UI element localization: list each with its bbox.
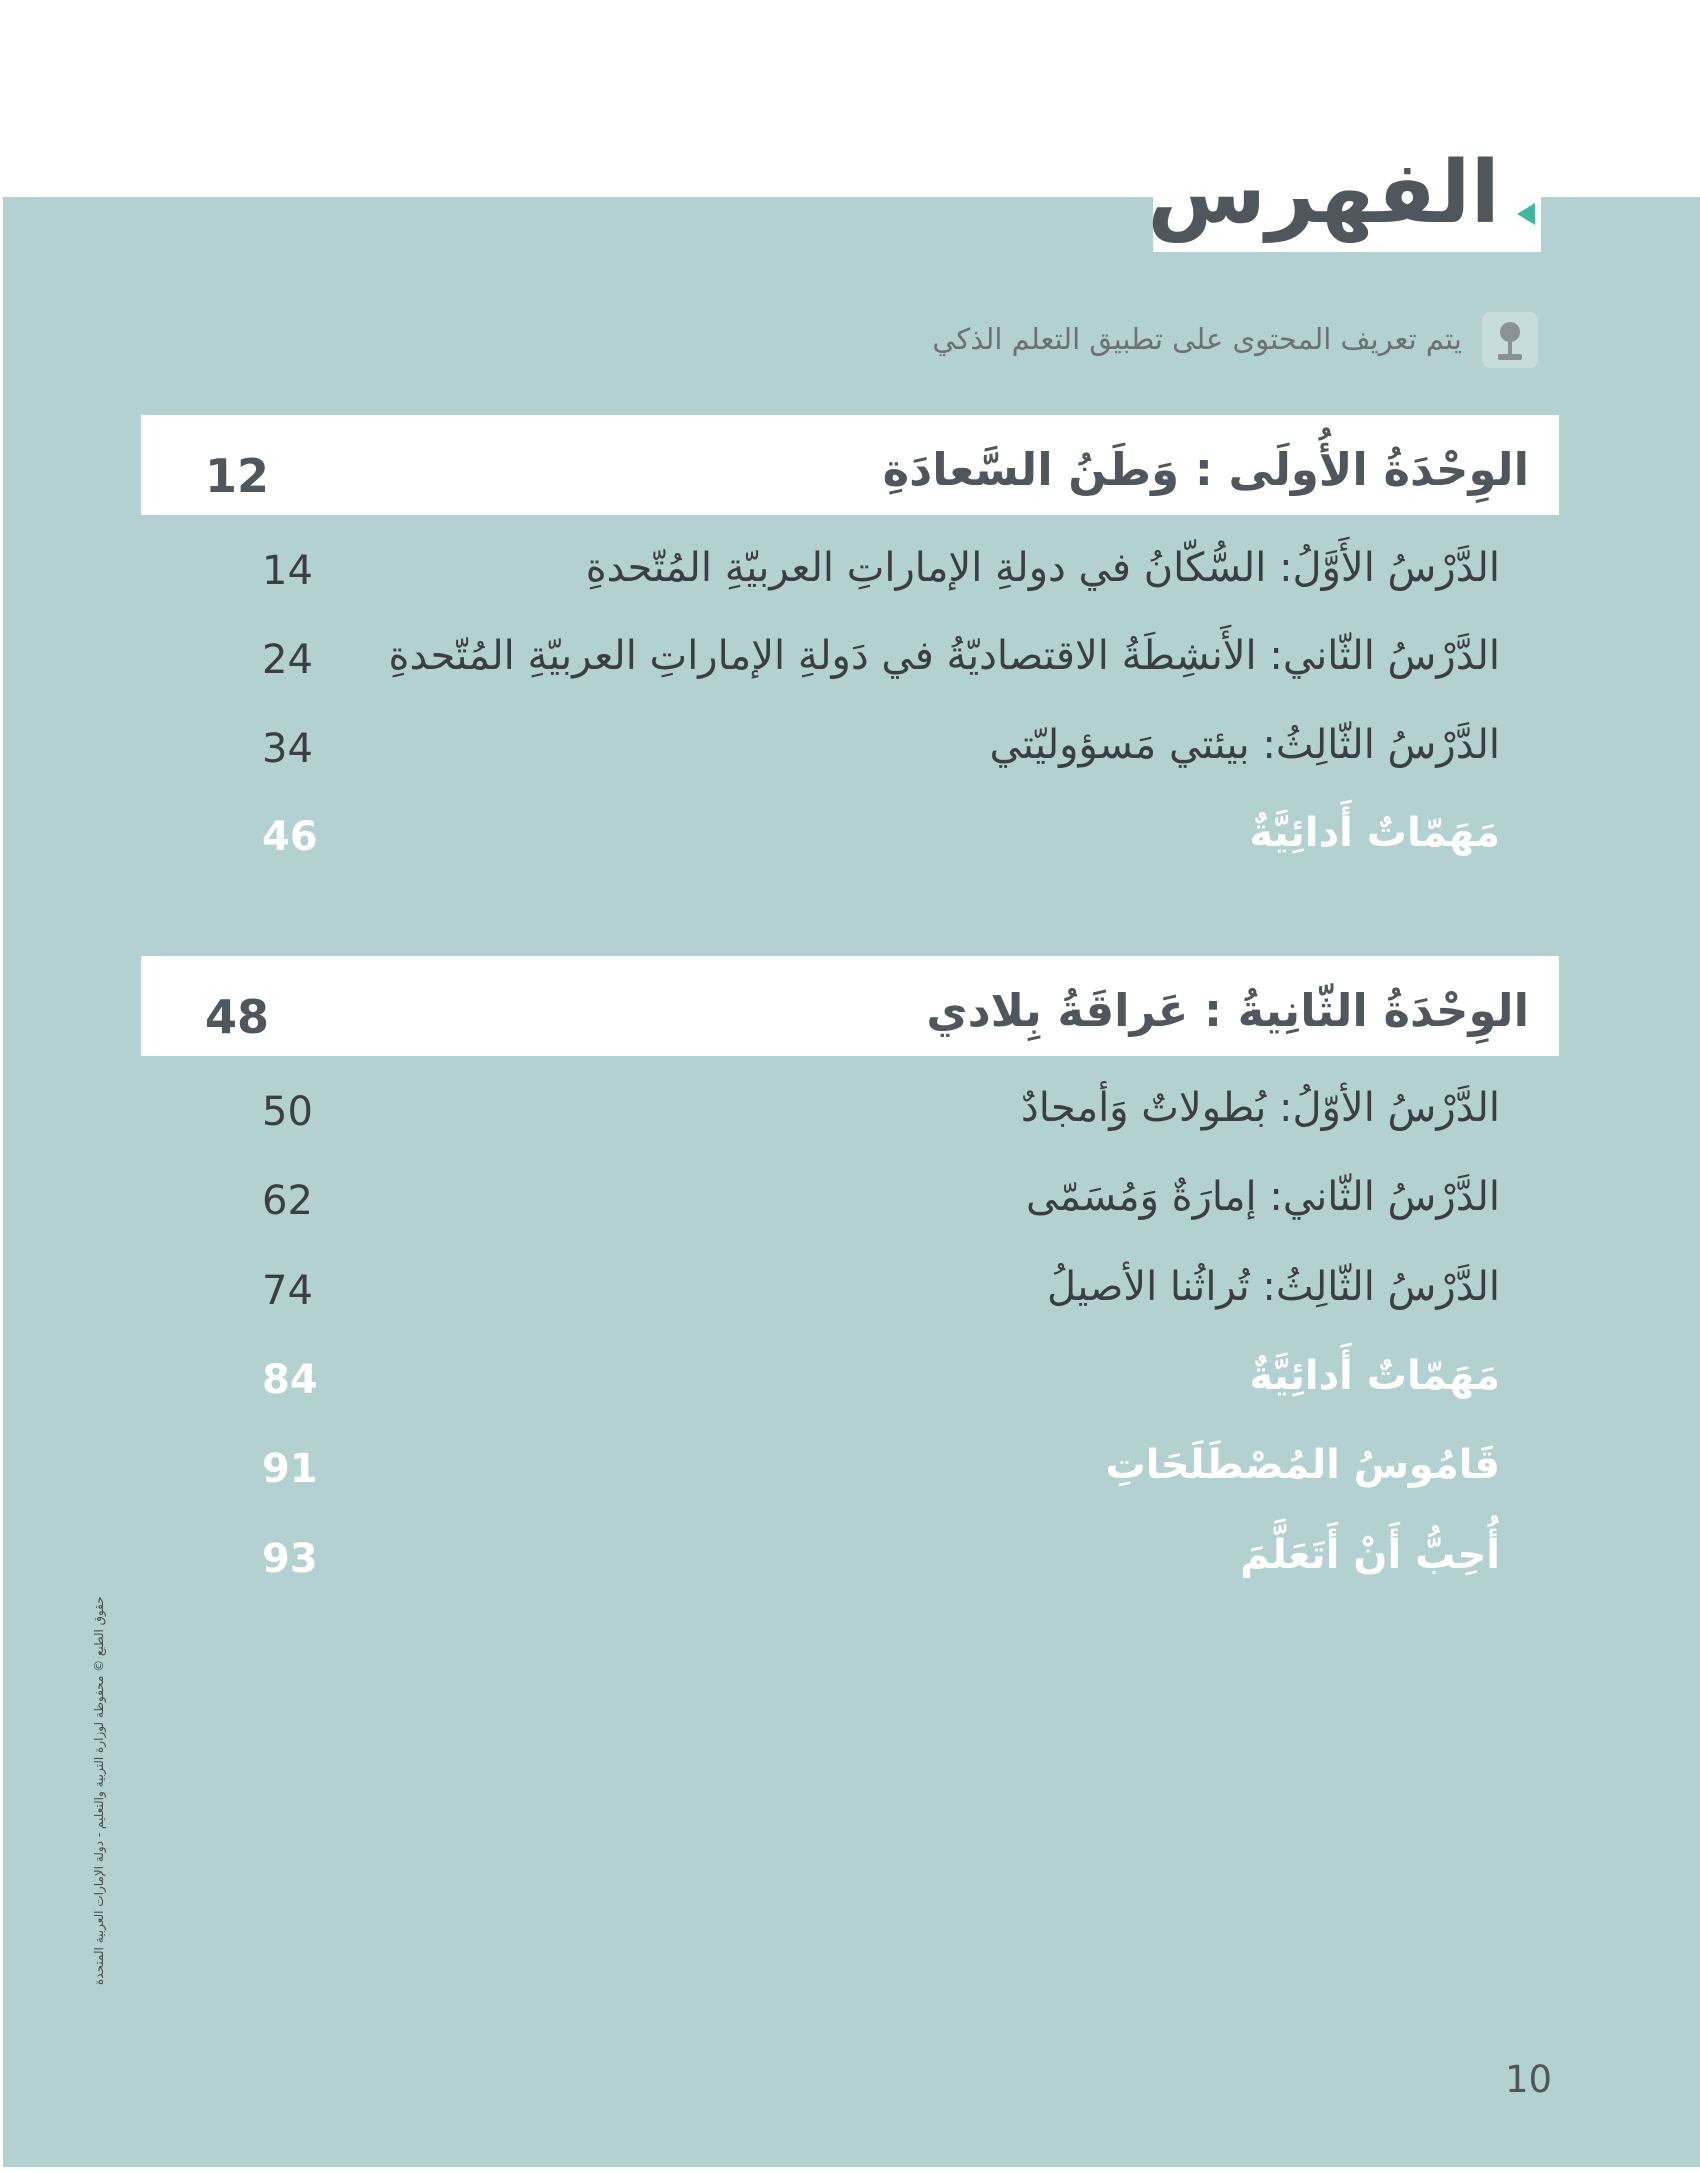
copyright-note: حقوق الطبع © محفوظة لوزارة التربية والتعليم - دولة الإمارات العربية المتحدة <box>92 1596 106 1985</box>
unit-title: الوِحْدَةُ الثّانِيةُ : عَراقَةُ بِلادي <box>926 984 1529 1037</box>
toc-entry-page: 74 <box>262 1268 313 1314</box>
unit-2-header[interactable] <box>141 956 1559 1056</box>
unit-1-header[interactable] <box>141 415 1559 515</box>
toc-entry-title[interactable]: مَهَمّاتٌ أَدائِيَّةٌ <box>1249 1353 1500 1399</box>
page-number: 10 <box>1505 2058 1553 2101</box>
toc-entry-page: 34 <box>262 726 313 772</box>
title-arrow-icon <box>1517 203 1535 225</box>
toc-entry-title[interactable]: قَامُوسُ المُصْطَلَحَاتِ <box>1105 1442 1500 1488</box>
toc-entry-title[interactable]: الدَّرْسُ الثّاني: الأَنشِطَةُ الاقتصاديّةُ في دَولةِ الإماراتِ العربيّةِ المُتّحدةِ <box>388 633 1500 679</box>
unit-title: الوِحْدَةُ الأُولَى : وَطَنُ السَّعادَةِ <box>882 443 1529 496</box>
toc-entry-page: 62 <box>262 1178 313 1224</box>
toc-entry-page: 14 <box>262 548 313 594</box>
toc-entry-title[interactable]: أُحِبُّ أَنْ أَتَعَلَّمَ <box>1240 1532 1500 1578</box>
toc-entry-title[interactable]: الدَّرْسُ الثّاني: إمارَةٌ وَمُسَمّى <box>1026 1174 1500 1220</box>
toc-entry-title[interactable]: الدَّرْسُ الأوّلُ: بُطولاتٌ وَأمجادٌ <box>1020 1085 1500 1131</box>
smart-learning-note: يتم تعريف المحتوى على تطبيق التعلم الذكي <box>932 322 1462 356</box>
unit-page-number: 12 <box>205 449 270 503</box>
page-title: الفهرس <box>1147 143 1500 243</box>
toc-entry-page: 24 <box>262 637 313 683</box>
smart-learning-icon <box>1480 310 1540 370</box>
toc-entry-title[interactable]: مَهَمّاتٌ أَدائِيَّةٌ <box>1249 810 1500 856</box>
unit-page-number: 48 <box>205 990 270 1044</box>
toc-entry-title[interactable]: الدَّرْسُ الثّالِثُ: بيئتي مَسؤوليّتي <box>989 722 1500 768</box>
toc-entry-page: 46 <box>262 814 318 860</box>
toc-entry-title[interactable]: الدَّرْسُ الثّالِثُ: تُراثُنا الأصيلُ <box>1046 1264 1500 1310</box>
toc-entry-page: 50 <box>262 1089 313 1135</box>
toc-entry-page: 84 <box>262 1357 318 1403</box>
toc-entry-page: 91 <box>262 1446 318 1492</box>
toc-entry-title[interactable]: الدَّرْسُ الأَوَّلُ: السُّكّانُ في دولةِ الإماراتِ العربيّةِ المُتّحدةِ <box>585 545 1500 591</box>
toc-entry-page: 93 <box>262 1536 318 1582</box>
